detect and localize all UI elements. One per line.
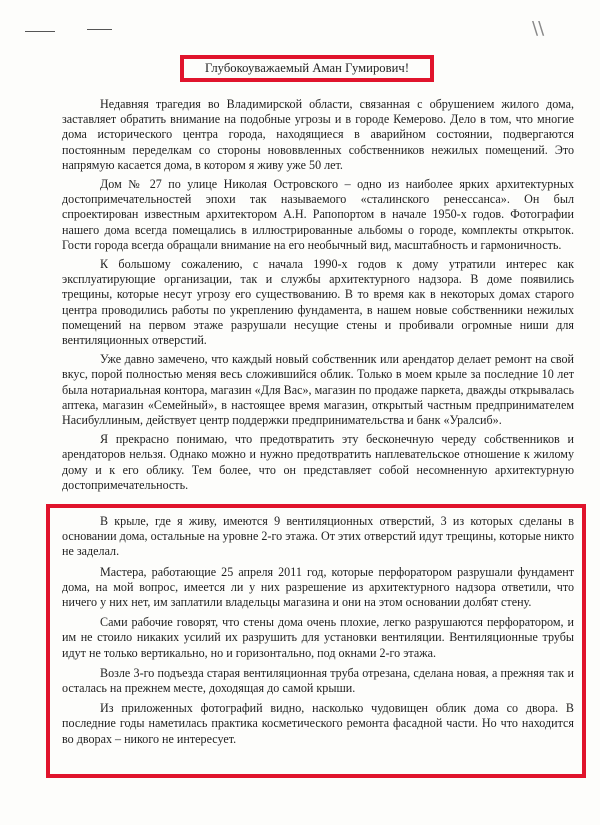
highlighted-paragraph-1: В крыле, где я живу, имеются 9 вентиляционных отверстий, 3 из которых сделаны в основании дома, остальные на уровне 2-го этажа. От этих отверстий идут трещины, которые никто не заделал. [62,514,574,559]
letter-paragraph-2: Дом № 27 по улице Николая Островского – одно из наиболее ярких архитектурных достопримечательностей эпохи так называемого «сталинского ренессанса». Он был спроектирован известным архитектором А.Н. Рапопортом в начале 1950-х годов. Фотографии нашего дома всегда помещались в иллюстрированные альбомы о городе, комплекты открыток. Гости города всегда обращали внимание на его необычный вид, масштабность и гармоничность. [62,177,574,252]
letter-paragraph-3: К большому сожалению, с начала 1990-х годов к дому утратили интерес как эксплуатирующие организации, так и службы архитектурного надзора. В доме появились трещины, которые несут угрозу его существованию. В то время как в некоторых домах старого центра проводились работы по укреплению фундамента, в нашем новые собственники нежилых помещений на первом этаже разрушали несущие стены и пробивали огромные ниши для вентиляционных отверстий. [62,257,574,348]
letter-paragraph-4: Уже давно замечено, что каждый новый собственник или арендатор делает ремонт на свой вкус, порой полностью меняя весь сложившийся облик. Только в моем крыле за последние 10 лет была нотариальная контора, магазин «Для Вас», магазин по продаже паркета, дважды открывалась аптека, магазин «Семейный», в настоящее время магазин, открытый частным предпринимателем Насибуллиным, действует центр поддержки предпринимательства и банк «Уралсиб». [62,352,574,428]
letter-paragraph-5: Я прекрасно понимаю, что предотвратить эту бесконечную череду собственников и арендаторов нельзя. Однако можно и нужно предотвратить наплевательское отношение к жилому дому и к его облику. Тем более, что он представляет собой несомненную архитектурную достопримечательность. [62,432,574,492]
greeting-text: Глубокоуважаемый Аман Гумирович! [204,61,410,75]
greeting-highlight-box [180,55,434,82]
pen-mark-right [87,29,112,30]
highlighted-paragraph-5: Из приложенных фотографий видно, насколько чудовищен облик дома со двора. В последние годы наметилась практика косметического ремонта фасадной части. Но что находится во дворах – никого не интересует. [62,701,574,746]
letter-body [62,97,574,497]
corner-pen-mark: \\ [532,18,545,39]
pen-mark-left [25,31,55,32]
highlighted-paragraph-3: Сами рабочие говорят, что стены дома очень плохие, легко разрушаются перфоратором, и им не стоило никаких усилий их разрушить для установки вентиляции. Вентиляционные трубы идут не только вертикально, но и горизонтально, под окнами 2-го этажа. [62,615,574,660]
letter-paragraph-1: Недавняя трагедия во Владимирской области, связанная с обрушением жилого дома, заставляет обратить внимание на подобные угрозы и в городе Кемерово. Дело в том, что многие дома исторического центра города, находящиеся в аварийном состоянии, подвергаются постоянным переделкам со стороны нововвленных собственников нежилых помещений. Это напрямую касается дома, в котором я живу уже 50 лет. [62,97,574,172]
highlighted-paragraph-4: Возле 3-го подъезда старая вентиляционная труба отрезана, сделана новая, а прежняя так и осталась на прежнем месте, доходящая до самой крыши. [62,665,574,696]
highlighted-section-box [46,504,586,778]
highlighted-paragraph-2: Мастера, работающие 25 апреля 2011 год, которые перфоратором разрушали фундамент дома, на мой вопрос, имеется ли у них разрешение из архитектурного надзора ответили, что ничего у них нет, им заплатили владельцы магазина и они на этом основании долбят стену. [62,564,574,610]
